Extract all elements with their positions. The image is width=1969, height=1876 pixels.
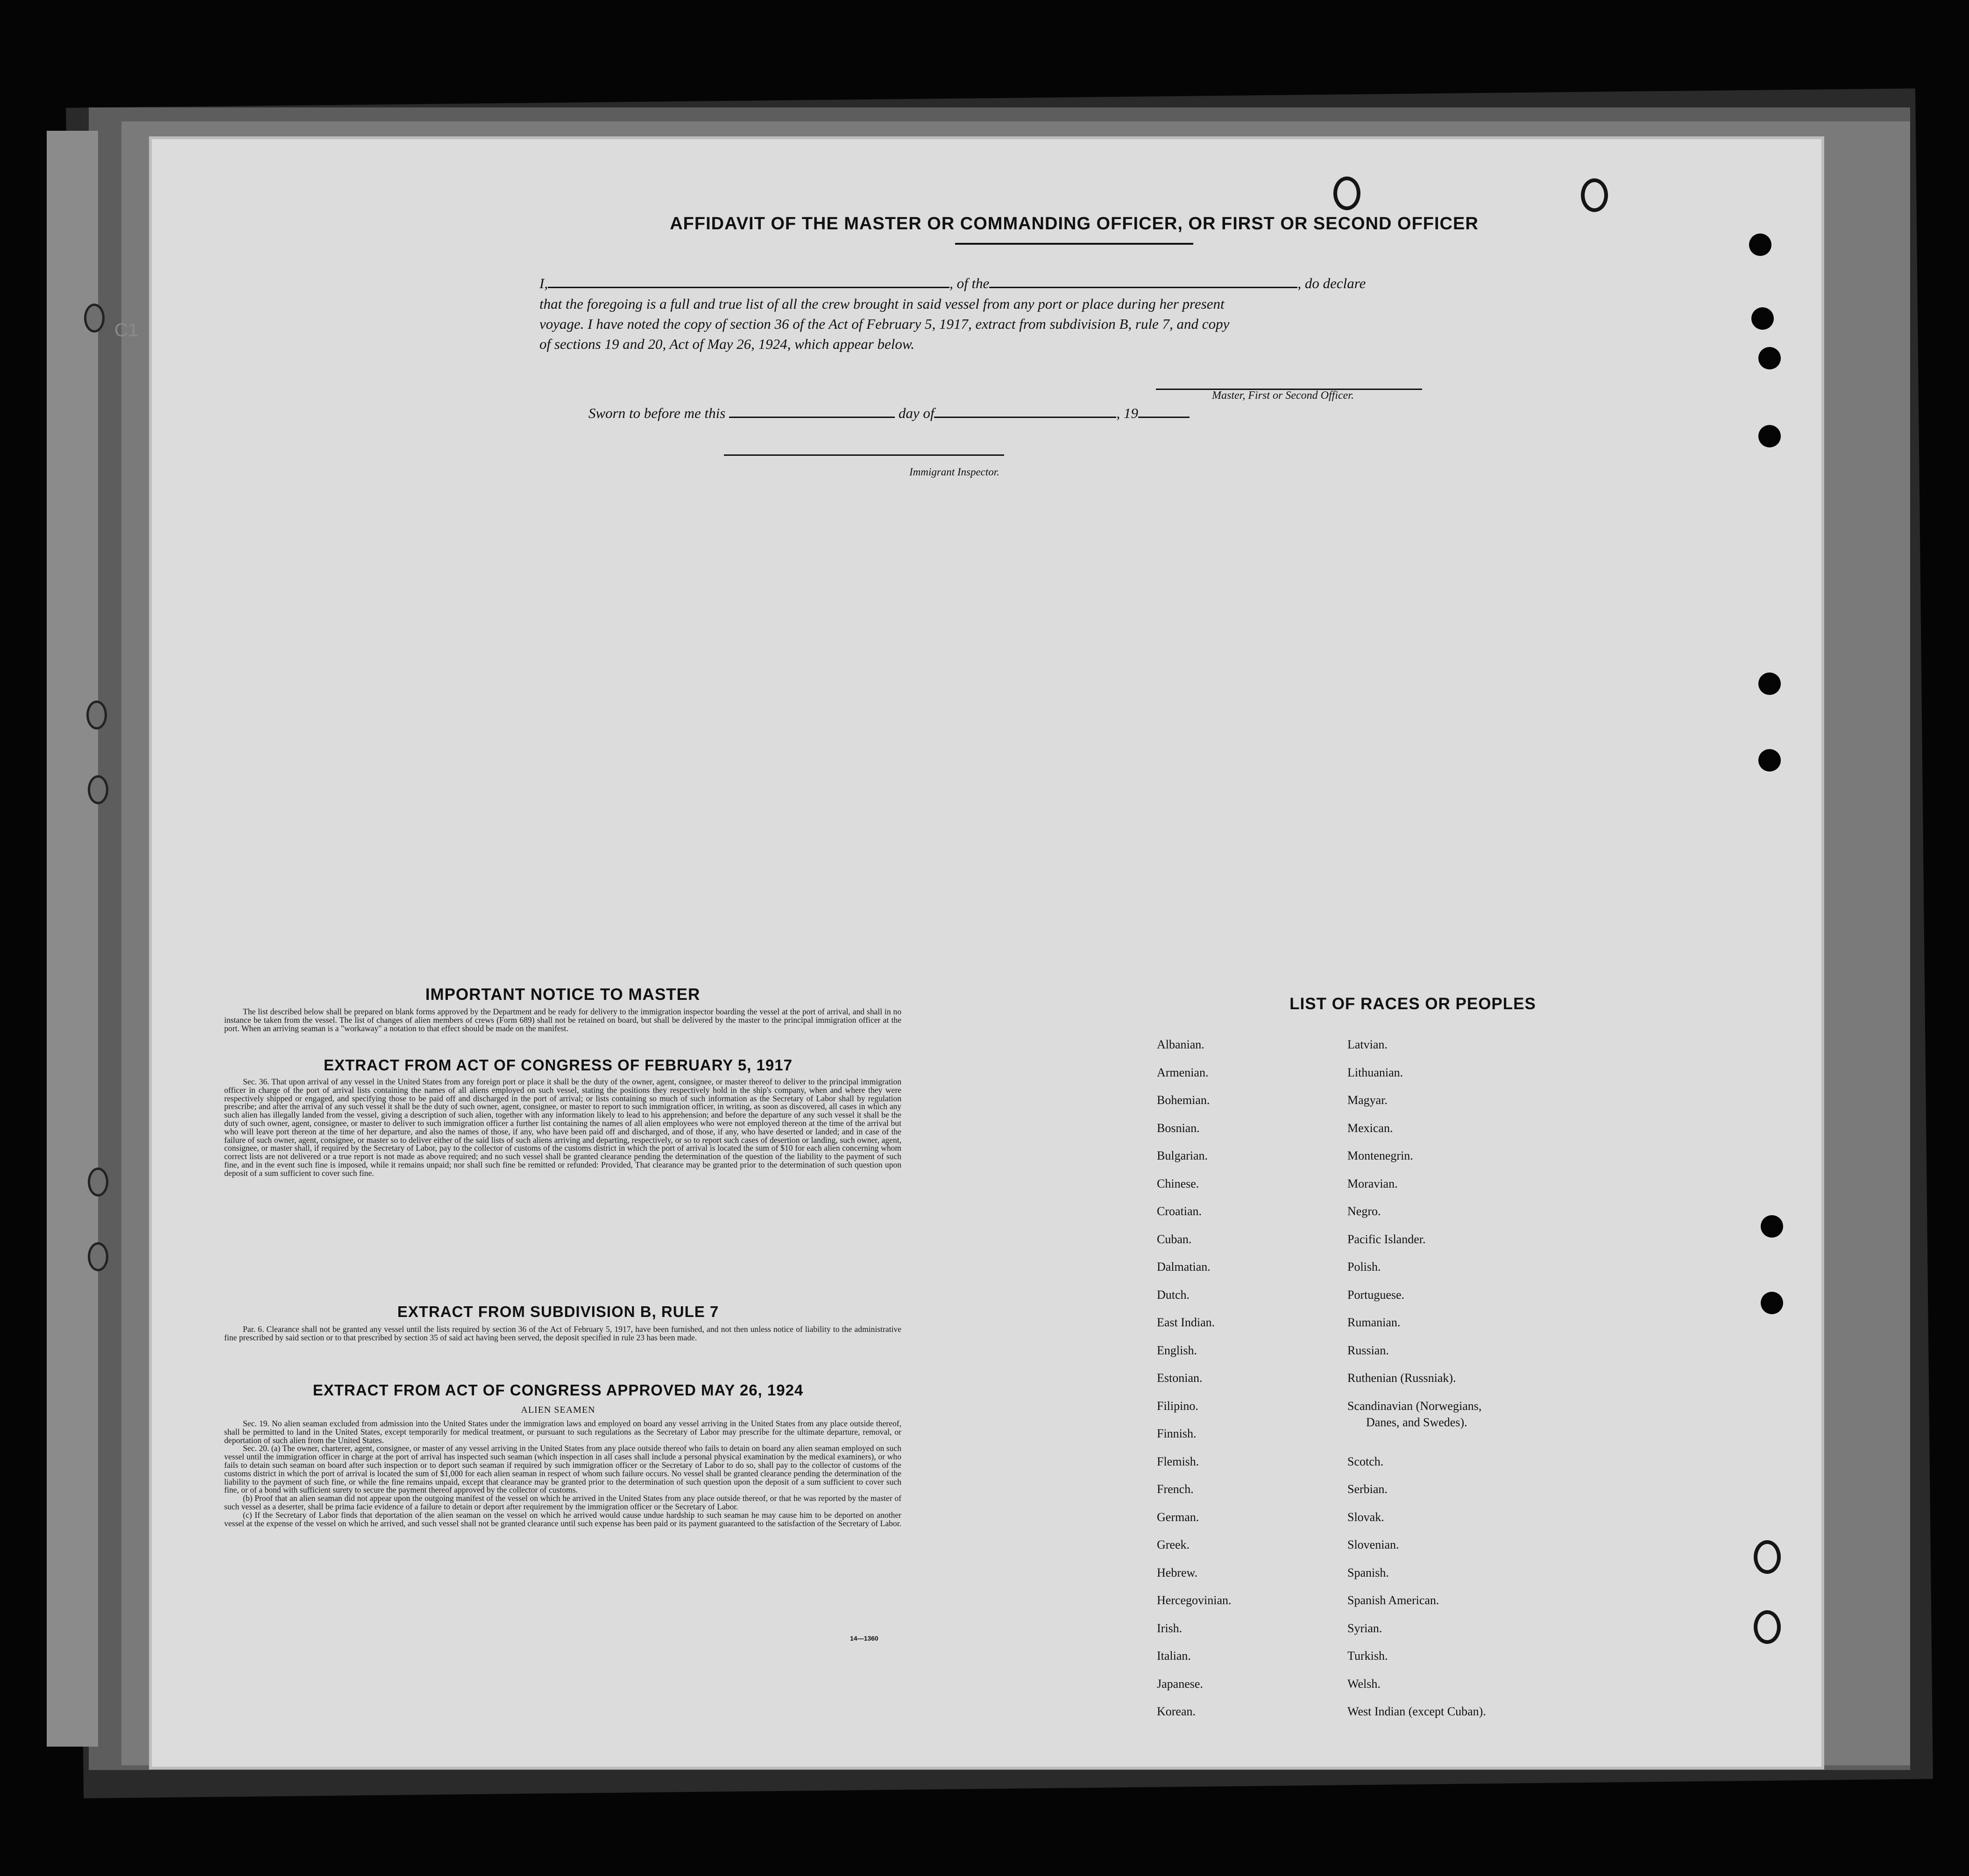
- race-item: Russian.: [1347, 1344, 1389, 1357]
- section-20b-paragraph: (b) Proof that an alien seaman did not appear upon the outgoing manifest of the vessel on which he arrived in the United States from any place outside thereof, or that he was reported by the master of such vessel as a deserter, shall be prima facie evidence of a failure to detain or deport after requirement by the immigration officer or the Secretary of Labor.: [224, 1494, 901, 1511]
- races-title: LIST OF RACES OR PEOPLES: [1289, 995, 1536, 1013]
- race-item: Hebrew.: [1157, 1566, 1198, 1579]
- race-item: East Indian.: [1157, 1316, 1215, 1329]
- notice-text: [224, 1008, 901, 1033]
- race-item: Montenegrin.: [1347, 1149, 1413, 1162]
- day-blank: [729, 404, 895, 418]
- race-item: Korean.: [1157, 1705, 1196, 1718]
- race-item: Irish.: [1157, 1621, 1183, 1635]
- affidavit-line-2: that the foregoing is a full and true list of all the crew brought in said vessel from any port or place during her present: [539, 296, 1225, 312]
- title-rule: [955, 243, 1193, 245]
- punch-ring-icon: [1581, 178, 1608, 212]
- notice-title: IMPORTANT NOTICE TO MASTER: [425, 985, 701, 1004]
- race-item: Italian.: [1157, 1649, 1191, 1663]
- race-item: Scandinavian (Norwegians,: [1347, 1399, 1482, 1413]
- race-item: Spanish American.: [1347, 1593, 1439, 1607]
- affidavit-line-3: voyage. I have noted the copy of section 36 of the Act of February 5, 1917, extract from subdivision B, rule 7, and copy: [539, 316, 1230, 332]
- race-item: Serbian.: [1347, 1482, 1388, 1496]
- race-item: Bohemian.: [1157, 1093, 1210, 1107]
- race-item: Latvian.: [1347, 1038, 1388, 1051]
- form-number: 14—1360: [850, 1635, 878, 1642]
- race-item: Chinese.: [1157, 1177, 1199, 1190]
- page-number: 6: [1789, 1723, 1799, 1744]
- extract-1924-title: EXTRACT FROM ACT OF CONGRESS APPROVED MAY 26, 1924: [312, 1381, 804, 1399]
- affidavit-title: AFFIDAVIT OF THE MASTER OR COMMANDING OFFICER, OR FIRST OR SECOND OFFICER: [670, 214, 1479, 234]
- race-item: Dalmatian.: [1157, 1260, 1211, 1274]
- race-item: Japanese.: [1157, 1677, 1203, 1691]
- binder-hole-icon: [86, 701, 107, 729]
- section-19-paragraph: Sec. 19. No alien seaman excluded from admission into the United States under the immigration laws and employed on board any vessel arriving in the United States from any place outside thereof, shall be permitted to land in the United States, except temporarily for medical treatment, or pursuant to such regulations as the Secretary of Labor may prescribe for the ultimate departure, removal, or deportation of such alien from the United States.: [224, 1419, 901, 1445]
- race-item: Mexican.: [1347, 1121, 1393, 1135]
- race-item: Bosnian.: [1157, 1121, 1200, 1135]
- race-item: Negro.: [1347, 1204, 1381, 1218]
- extract-1917-title: EXTRACT FROM ACT OF CONGRESS OF FEBRUARY 5, 1917: [324, 1056, 793, 1074]
- race-item: Turkish.: [1347, 1649, 1388, 1663]
- binder-hole-icon: [88, 1168, 108, 1196]
- year-blank: [1138, 404, 1190, 418]
- race-item: German.: [1157, 1510, 1199, 1524]
- extract-1917-text: [224, 1078, 901, 1178]
- race-item: Magyar.: [1347, 1093, 1388, 1107]
- race-item: Slovenian.: [1347, 1538, 1399, 1551]
- punch-ring-icon: [1754, 1540, 1781, 1574]
- race-item: Ruthenian (Russniak).: [1347, 1371, 1456, 1385]
- section-20a-paragraph: Sec. 20. (a) The owner, charterer, agent, consignee, or master of any vessel arriving in the United States from any place outside thereof who fails to detain on board any alien seaman employed on such vessel until the immigration officer in charge at the port of arrival has inspected such seaman (which inspection in all cases shall include a personal physical examination by the medical examiners), or who fails to detain such seaman on board after such inspection or to deport such seaman if required by such immigration officer or the Secretary of Labor to do so, shall pay to the collector of customs of the customs district in which the port of arrival is located the sum of $1,000 for each alien seaman in respect of whom such failure occurs. No vessel shall be granted clearance pending the determination of the liability to the payment of such fine, or while the fine remains unpaid, except that clearance may be granted prior to the determination of such question upon the deposit of a sum sufficient to cover such fine, or of a bond with sufficient surety to secure the payment thereof approved by the collector of customs.: [224, 1444, 901, 1495]
- binder-hole-icon: [84, 304, 105, 333]
- race-item: Syrian.: [1347, 1621, 1382, 1635]
- affidavit-of-the: , of the: [949, 275, 990, 291]
- punch-hole-icon: [1751, 307, 1774, 330]
- race-item: Slovak.: [1347, 1510, 1384, 1524]
- race-item: Lithuanian.: [1347, 1066, 1403, 1079]
- race-item: Croatian.: [1157, 1204, 1202, 1218]
- officer-name-blank: [548, 275, 949, 288]
- signature-caption: Master, First or Second Officer.: [1212, 389, 1354, 402]
- month-blank: [934, 404, 1116, 418]
- punch-hole-icon: [1758, 425, 1781, 447]
- affidavit-declaration-line: [539, 275, 1366, 292]
- race-item: Pacific Islander.: [1347, 1232, 1426, 1246]
- inspector-signature-line: [724, 454, 1004, 456]
- notice-paragraph: The list described below shall be prepared on blank forms approved by the Department and be ready for delivery to the immigration inspector boarding the vessel at the port of arrival, and shall in no instance be taken from the vessel. The list of changes of alien members of crews (Form 689) shall not be retained on board, but shall be delivered by the master to the principal immigration officer at the port. When an arriving seaman is a "workaway" a notation to that effect should be made on the manifest.: [224, 1007, 901, 1033]
- race-item: Moravian.: [1347, 1177, 1398, 1190]
- affidavit-i: I,: [539, 275, 548, 291]
- extract-rule7-title: EXTRACT FROM SUBDIVISION B, RULE 7: [397, 1303, 719, 1320]
- race-item: Hercegovinian.: [1157, 1593, 1232, 1607]
- extract-rule7-text: [224, 1325, 901, 1342]
- race-item: Bulgarian.: [1157, 1149, 1208, 1162]
- affidavit-line-4: of sections 19 and 20, Act of May 26, 1924, which appear below.: [539, 336, 915, 352]
- punch-hole-icon: [1758, 749, 1781, 772]
- race-item: Polish.: [1347, 1260, 1381, 1274]
- race-item: Flemish.: [1157, 1455, 1199, 1468]
- race-item: Danes, and Swedes).: [1366, 1416, 1467, 1429]
- vessel-name-blank: [989, 275, 1297, 288]
- punch-hole-icon: [1761, 1292, 1783, 1314]
- race-item: Welsh.: [1347, 1677, 1381, 1691]
- binder-hole-icon: [88, 775, 108, 804]
- alien-seamen-heading: ALIEN SEAMEN: [521, 1405, 595, 1415]
- punch-hole-icon: [1761, 1215, 1783, 1238]
- year-prefix: , 19: [1116, 405, 1138, 421]
- race-item: Estonian.: [1157, 1371, 1203, 1385]
- race-item: Filipino.: [1157, 1399, 1198, 1413]
- race-item: Scotch.: [1347, 1455, 1384, 1468]
- inspector-caption: Immigrant Inspector.: [909, 466, 999, 478]
- section-36-paragraph: Sec. 36. That upon arrival of any vessel in the United States from any foreign port or place it shall be the duty of the owner, agent, consignee, or master thereof to deliver to the principal immigration officer in charge of the port of arrival lists containing the names of all aliens employed on such vessel, stating the positions they respectively hold in the ship's company, when and where they were respectively shipped or engaged, and specifying those to be paid off and discharged in the port of arrival; or lists containing so much of such information as the Secretary of Labor shall by regulation prescribe; and after the arrival of any such vessel it shall be the duty of such owner, agent, consignee, or master to report to such immigration officer, in writing, as soon as discovered, all cases in which any such alien has illegally landed from the vessel, giving a description of such alien, together with any information likely to lead to his apprehension; and before the departure of any such vessel it shall be the duty of such owner, agent, consignee, or master to deliver to such immigration officer a further list containing the names of all alien employees who were not employed thereon at the time of the arrival but who will leave port thereon at the time of her departure, and also the names of those, if any, who have been paid off and discharged, and of those, if any, who have deserted or landed; and in case of the failure of such owner, agent, consignee, or master so to deliver either of the said lists of such aliens arriving and departing, respectively, or so to report such cases of desertion or landing, such owner, agent, consignee, or master shall, if required by the Secretary of Labor, pay to the collector of customs of the customs district in which the port of arrival is located the sum of $10 for each alien concerning whom correct lists are not delivered or a true report is not made as above required; and no such vessel shall be granted clearance pending the determination of the question of the liability to the payment of such fine, and in the event such fine is imposed, while it remains unpaid; nor shall such fine be remitted or refunded: Provided, That clearance may be granted prior to the determination of such question upon deposit of a sum sufficient to cover such fine.: [224, 1077, 901, 1178]
- punch-hole-icon: [1749, 234, 1771, 256]
- race-item: Armenian.: [1157, 1066, 1209, 1079]
- race-item: Spanish.: [1347, 1566, 1389, 1579]
- affidavit-declare: , do declare: [1297, 275, 1366, 291]
- race-item: Greek.: [1157, 1538, 1190, 1551]
- race-item: Rumanian.: [1347, 1316, 1401, 1329]
- race-item: Albanian.: [1157, 1038, 1204, 1051]
- extract-1924-text: [224, 1420, 901, 1528]
- day-of-text: day of: [898, 405, 935, 421]
- race-item: West Indian (except Cuban).: [1347, 1705, 1486, 1718]
- document-sheet: [152, 139, 1821, 1767]
- section-20c-paragraph: (c) If the Secretary of Labor finds that deportation of the alien seaman on the vessel on which he arrived would cause undue hardship to such seaman he may cause him to be deported on another vessel at the expense of the vessel on which he arrived, and such vessel shall not be granted clearance until such expense has been paid or its payment guaranteed to the satisfaction of the Secretary of Labor.: [224, 1510, 901, 1528]
- race-item: Finnish.: [1157, 1427, 1197, 1440]
- race-item: Dutch.: [1157, 1288, 1190, 1302]
- punch-hole-icon: [1758, 347, 1781, 369]
- race-item: French.: [1157, 1482, 1194, 1496]
- race-item: Cuban.: [1157, 1232, 1192, 1246]
- race-item: Portuguese.: [1347, 1288, 1405, 1302]
- binder-edge: [47, 131, 98, 1747]
- punch-ring-icon: [1754, 1610, 1781, 1644]
- punch-ring-icon: [1333, 177, 1360, 210]
- sworn-line: [588, 404, 1190, 422]
- race-item: English.: [1157, 1344, 1197, 1357]
- punch-hole-icon: [1758, 673, 1781, 695]
- sworn-text: Sworn to before me this: [588, 405, 726, 421]
- margin-mark: C1: [114, 320, 139, 340]
- paragraph-6: Par. 6. Clearance shall not be granted any vessel until the lists required by section 36 of the Act of February 5, 1917, have been furnished, and not then unless notice of liability to the administrative fine prescribed by said section or to that prescribed by section 35 of said act having been served, the deposit specified in rule 23 has been made.: [224, 1324, 901, 1342]
- binder-hole-icon: [88, 1242, 108, 1271]
